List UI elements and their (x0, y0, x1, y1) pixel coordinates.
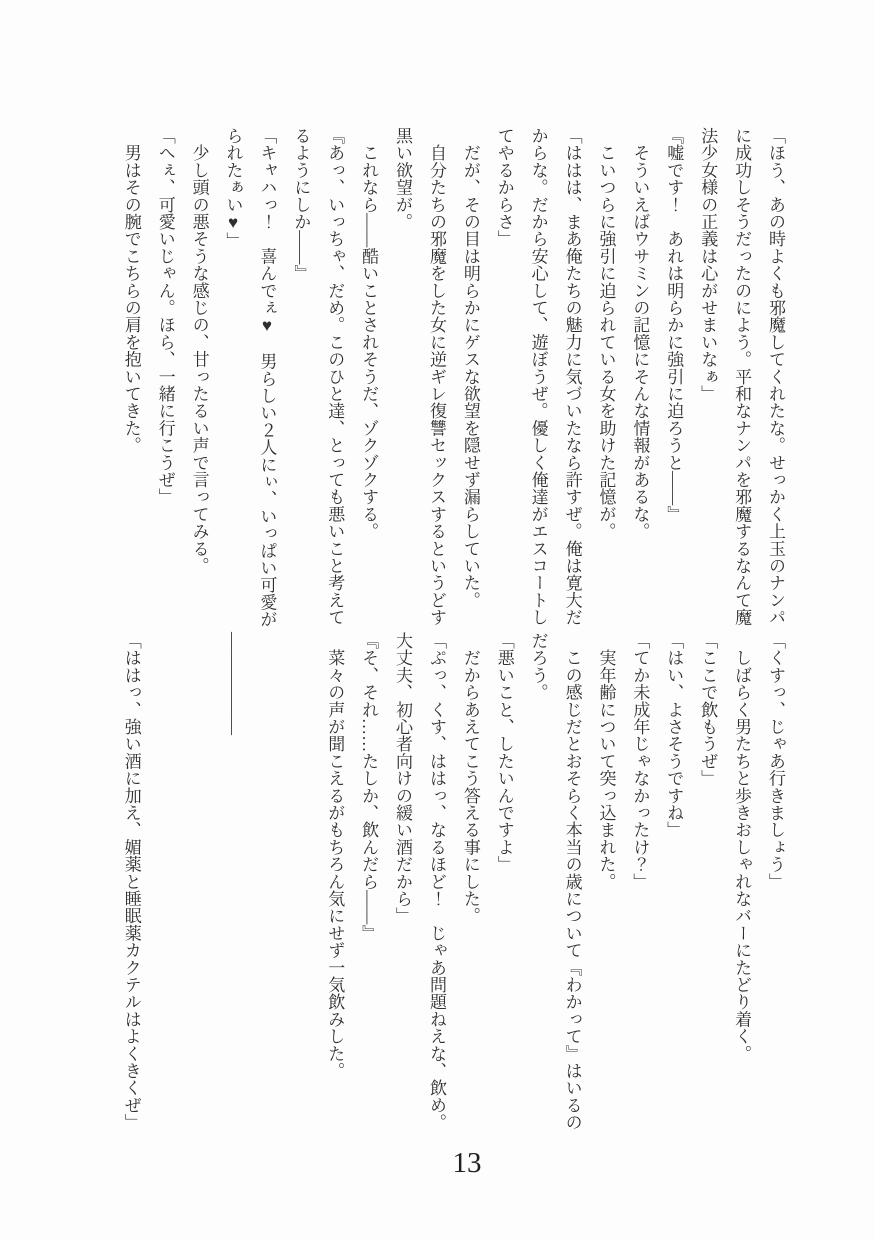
text-line: 「悪いこと、したいんですよ」 (494, 632, 514, 873)
text-line: 自分たちの邪魔をした女に逆ギレ復讐セックスするというどす (426, 127, 446, 626)
text-line: 「ははっ、強い酒に加え、媚薬と睡眠薬カクテルはよくきくぜ」 (121, 632, 141, 1131)
text-line (283, 632, 317, 1126)
text-line: に成功しそうだったのによう。平和なナンパを邪魔するなんて魔 (732, 127, 752, 626)
text-line: てやるからさ」 (494, 127, 514, 248)
text-line: 法少女様の正義は心がせまいなぁ」 (698, 127, 718, 403)
text-line: られたぁい♥」 (223, 127, 243, 250)
text-line: 『嘘です！ あれは明らかに強引に迫ろうと――』 (664, 127, 684, 523)
text-line: るようにしか――』 (291, 127, 311, 282)
text-line: だからあえてこう答える事にした。 (460, 632, 480, 925)
text-line: こいつらに強引に迫られている女を助けた記憶が。 (596, 127, 616, 540)
text-line: そういえばウサミンの記憶にそんな情報があるな。 (630, 127, 650, 540)
text-line: 「ほう、あの時よくも邪魔してくれたな。せっかく上玉のナンパ (766, 127, 785, 626)
text-line: 少し頭の悪そうな感じの、甘ったるい声で言ってみる。 (189, 127, 209, 575)
text-block-top (114, 127, 792, 628)
text-line: からな。だから安心して、遊ぼうぜ。優しく俺達がエスコートし (528, 127, 548, 626)
text-line (250, 632, 284, 1126)
text-line: 実年齢について突っ込まれた。 (596, 632, 616, 890)
text-line: 「ここで飲もうぜ」 (698, 632, 718, 787)
text-line: 「てか未成年じゃなかったけ？」 (630, 632, 650, 890)
text-line: 『あっ、いっちゃ、だめ。このひと達、とっても悪いこと考えて (325, 127, 345, 626)
text-line: 「はい、よさそうですね」 (664, 632, 684, 839)
text-line: これなら――酷いことされそうだ、ゾクゾクする。 (359, 127, 379, 540)
text-line: 「へぇ、可愛いじゃん。ほら、一緒に行こうぜ」 (155, 127, 175, 506)
text-line: 菜々の声が聞こえるがもちろん気にせず一気飲みした。 (325, 632, 345, 1080)
text-line: しばらく男たちと歩きおしゃれなバーにたどり着く。 (732, 632, 752, 1062)
text-line: 「ははは、まあ俺たちの魅力に気づいたなら許すぜ。俺は寛大だ (562, 127, 582, 626)
text-line: だろう。 (528, 632, 548, 701)
text-line: 『そ、それ……たしか、飲んだら――』 (359, 632, 379, 942)
text-line (182, 632, 216, 1126)
text-line: 「ぷっ、くす、ははっ、なるほど！ じゃあ問題ねえな、飲め。 (426, 632, 446, 1131)
text-line: だが、その目は明らかにゲスな欲望を隠せず漏らしていた。 (460, 127, 480, 609)
text-line: 大丈夫、初心者向けの緩い酒だから」 (393, 632, 413, 925)
text-line: ―――――― (223, 632, 243, 736)
page-number: 13 (452, 1147, 482, 1179)
text-line: 黒い欲望が。 (393, 127, 413, 231)
text-line: 「キャハっ！ 喜んでぇ♥ 男らしい２人にぃ、いっぱい可愛が (257, 127, 277, 628)
text-line (148, 632, 182, 1126)
text-line: 男はその腕でこちらの肩を抱いてきた。 (121, 127, 141, 454)
text-block-bottom (114, 632, 792, 1131)
text-line: この感じだとおそらく本当の歳について『わかって』はいるの (562, 632, 582, 1131)
text-line: 「くすっ、じゃあ行きましょう」 (766, 632, 785, 890)
